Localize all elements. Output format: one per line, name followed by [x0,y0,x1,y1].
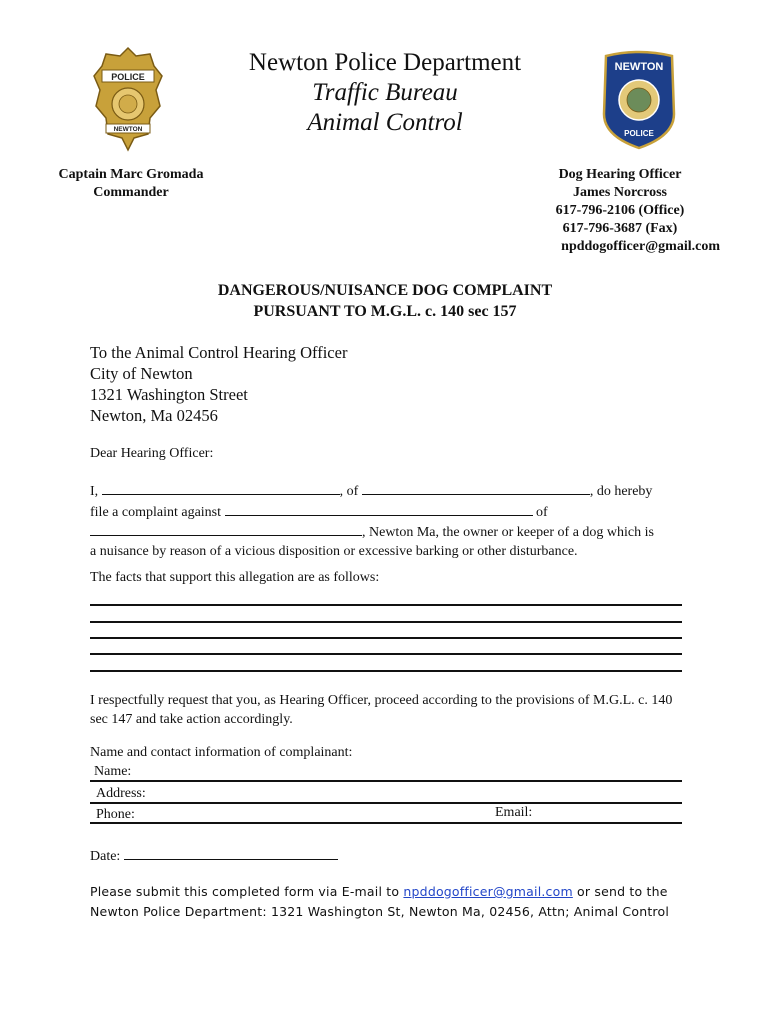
officer-email: npddogofficer@gmail.com [561,239,720,254]
owner-address-blank[interactable] [90,522,362,536]
address-line1: To the Animal Control Hearing Officer [90,343,348,362]
dog-owner-blank[interactable] [225,502,533,516]
phone-label: Phone: [96,807,135,822]
complaint-of2-text: of [536,504,548,520]
officer-office-phone: 617-796-2106 (Office) [555,203,685,218]
bureau-name: Traffic Bureau [312,79,458,106]
captain-role: Commander [93,185,169,200]
date-blank[interactable] [124,846,338,860]
email-link[interactable]: npddogofficer@gmail.com [403,884,573,899]
officer-name: James Norcross [573,185,667,200]
name-label: Name: [94,764,132,779]
submit-instructions [90,882,690,922]
patch-police-text: POLICE [624,129,654,138]
complainant-address-blank[interactable] [362,481,590,495]
division-name: Animal Control [307,109,463,136]
police-patch-icon [600,50,678,150]
officer-title: Dog Hearing Officer [558,167,682,182]
address-line4: Newton, Ma 02456 [90,406,218,425]
address-line2: City of Newton [90,364,193,383]
submit-text-before: Please submit this completed form via E-mail to [90,884,404,899]
complaint-against-text: file a complaint against [90,504,222,520]
date-row [90,846,338,865]
badge-police-text: POLICE [111,72,145,82]
email-label: Email: [495,805,533,820]
complaint-of-text: , of [339,484,359,499]
greeting: Dear Hearing Officer: [90,446,214,461]
department-name: Newton Police Department [248,49,522,76]
complaint-i-text: I, [90,484,99,499]
captain-block [52,166,210,202]
facts-line-4[interactable] [90,653,682,655]
address-line3: 1321 Washington Street [90,385,248,404]
officer-block [520,166,720,256]
contact-label: Name and contact information of complainant: [90,745,353,760]
officer-fax: 617-796-3687 (Fax) [562,221,678,236]
date-label: Date: [90,849,121,864]
submit-text-after: or send to the Newton Police Department: 1321 Washington St, Newton Ma, 02456, Attn; Animal Control [90,884,670,919]
complaint-owner-text: , Newton Ma, the owner or keeper of a dog which is [362,525,654,540]
complaint-nuisance-text: a nuisance by reason of a vicious disposition or excessive barking or other disturbance. [90,543,578,559]
facts-line-2[interactable] [90,621,682,623]
facts-line-1[interactable] [90,604,682,606]
form-title [0,280,770,322]
form-title-line1: DANGEROUS/NUISANCE DOG COMPLAINT [217,282,553,299]
facts-line-3[interactable] [90,637,682,639]
address-label: Address: [96,786,146,801]
name-line[interactable] [90,780,682,782]
facts-label: The facts that support this allegation are as follows: [90,570,380,585]
phone-email-line[interactable] [90,822,682,824]
complainant-name-blank[interactable] [102,481,340,495]
complaint-paragraph [90,481,682,561]
badge-newton-text: NEWTON [113,126,143,133]
recipient-address [90,342,347,426]
address-line[interactable] [90,802,682,804]
patch-newton-text: NEWTON [614,61,664,73]
facts-line-5[interactable] [90,670,682,672]
request-paragraph: I respectfully request that you, as Hearing Officer, proceed according to the provisions of M.G.L. c. 140 sec 147 and take action accordingly. [90,693,673,727]
captain-name: Captain Marc Gromada [58,167,204,182]
form-title-line2: PURSUANT TO M.G.L. c. 140 sec 157 [253,303,517,320]
complaint-hereby-text: , do hereby [589,484,653,499]
